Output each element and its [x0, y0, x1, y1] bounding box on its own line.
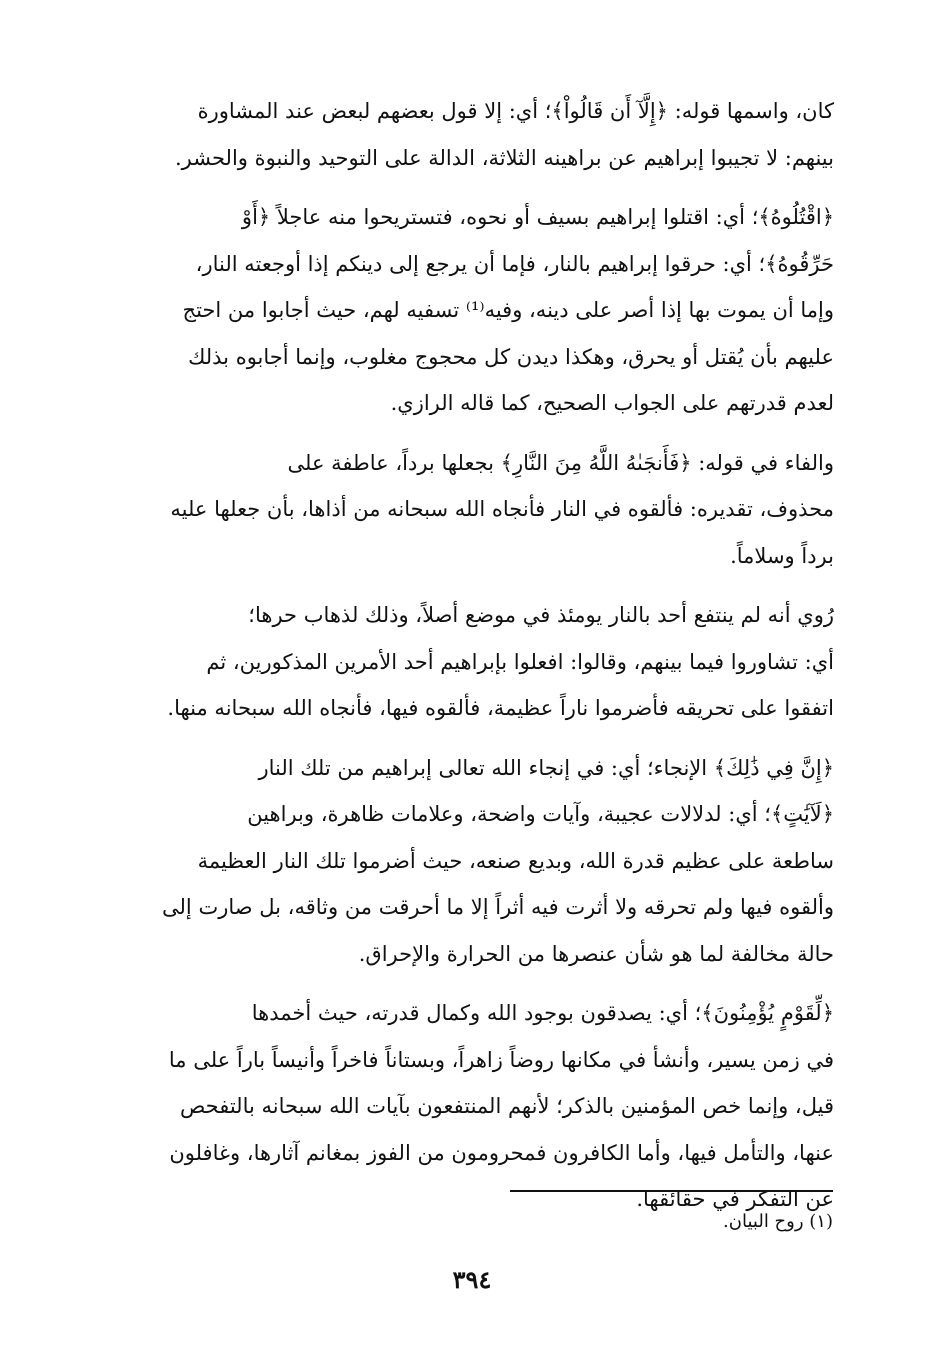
text-line: وألقوه فيها ولم تحرقه ولا أثرت فيه أثراً إلا ما أحرقت من وثاقه، بل صارت إلى: [162, 895, 834, 919]
paragraph: [62, 88, 834, 181]
paragraph: [62, 440, 834, 580]
text-line: عليهم بأن يُقتل أو يحرق، وهكذا ديدن كل محجوج مغلوب، وإنما أجابوه بذلك: [188, 344, 834, 369]
text-line: وإما أن يموت بها إذا أصر على دينه، وفيه⁽¹⁾ تسفيه لهم، حيث أجابوا من احتج: [182, 298, 834, 322]
text-line: ساطعة على عظيم قدرة الله، وبديع صنعه، حيث أضرموا تلك النار العظيمة: [197, 848, 834, 873]
text-line: محذوف، تقديره: فألقوه في النار فأنجاه الله سبحانه من أذاها، بأن جعلها عليه: [170, 497, 834, 521]
text-line: ﴿اقْتُلُوهُ﴾؛ أي: اقتلوا إبراهيم بسيف أو نحوه، فتستريحوا منه عاجلاً ﴿أَوْ: [241, 205, 834, 229]
text-line: رُوي أنه لم ينتفع أحد بالنار يومئذ في موضع أصلاً، وذلك لذهاب حرها؛: [248, 603, 834, 627]
text-line: ﴿لَآيَٰتٍ﴾؛ أي: لدلالات عجيبة، وآيات واضحة، وعلامات ظاهرة، وبراهين: [247, 802, 834, 826]
footnote-separator: [510, 1190, 833, 1192]
text-line: حالة مخالفة لما هو شأن عنصرها من الحرارة والإحراق.: [358, 941, 834, 966]
footnote: (١) روح البيان.: [723, 1211, 833, 1232]
text-line: عن التفكر في حقائقها.: [636, 1187, 834, 1211]
text-line: ﴿إِنَّ فِي ذَٰلِكَ﴾ الإنجاء؛ أي: في إنجاء الله تعالى إبراهيم من تلك النار: [258, 755, 834, 780]
paragraph: [62, 194, 834, 427]
text-line: بينهم: لا تجيبوا إبراهيم عن براهينه الثلاثة، الدالة على التوحيد والنبوة والحشر.: [175, 145, 834, 170]
text-line: أي: تشاوروا فيما بينهم، وقالوا: افعلوا بإبراهيم أحد الأمرين المذكورين، ثم: [206, 649, 834, 674]
paragraph: [62, 990, 834, 1223]
text-line: ﴿لِّقَوْمٍ يُؤْمِنُونَ﴾؛ أي: يصدقون بوجود الله وكمال قدرته، حيث أخمدها: [251, 1001, 834, 1025]
text-line: كان، واسمها قوله: ﴿إِلَّآ أَن قَالُواْ﴾؛ أي: إلا قول بعضهم لبعض عند المشاورة: [197, 99, 834, 123]
text-line: حَرِّقُوهُ﴾؛ أي: حرقوا إبراهيم بالنار، فإما أن يرجع إلى دينكم إذا أوجعته النار،: [195, 251, 834, 276]
text-line: لعدم قدرتهم على الجواب الصحيح، كما قاله الرازي.: [390, 391, 834, 415]
text-line: اتفقوا على تحريقه فأضرموا ناراً عظيمة، فألقوه فيها، فأنجاه الله سبحانه منها.: [167, 696, 834, 720]
text-line: عنها، والتأمل فيها، وأما الكافرون فمحرومون من الفوز بمغانم آثارها، وغافلون: [169, 1140, 834, 1165]
paragraph: [62, 745, 834, 978]
text-line: في زمن يسير، وأنشأ في مكانها روضاً زاهراً، وبستاناً فاخراً وأنيساً باراً على ما: [168, 1047, 834, 1072]
text-line: قيل، وإنما خص المؤمنين بالذكر؛ لأنهم المنتفعون بآيات الله سبحانه بالتفحص: [179, 1094, 834, 1118]
text-line: والفاء في قوله: ﴿فَأَنجَىٰهُ اللَّهُ مِنَ النَّارِ﴾ بجعلها برداً، عاطفة على: [287, 450, 834, 475]
text-line: برداً وسلاماً.: [730, 543, 834, 568]
page-number: ٣٩٤: [452, 1265, 492, 1294]
body-text: [62, 88, 834, 1236]
paragraph: [62, 592, 834, 732]
